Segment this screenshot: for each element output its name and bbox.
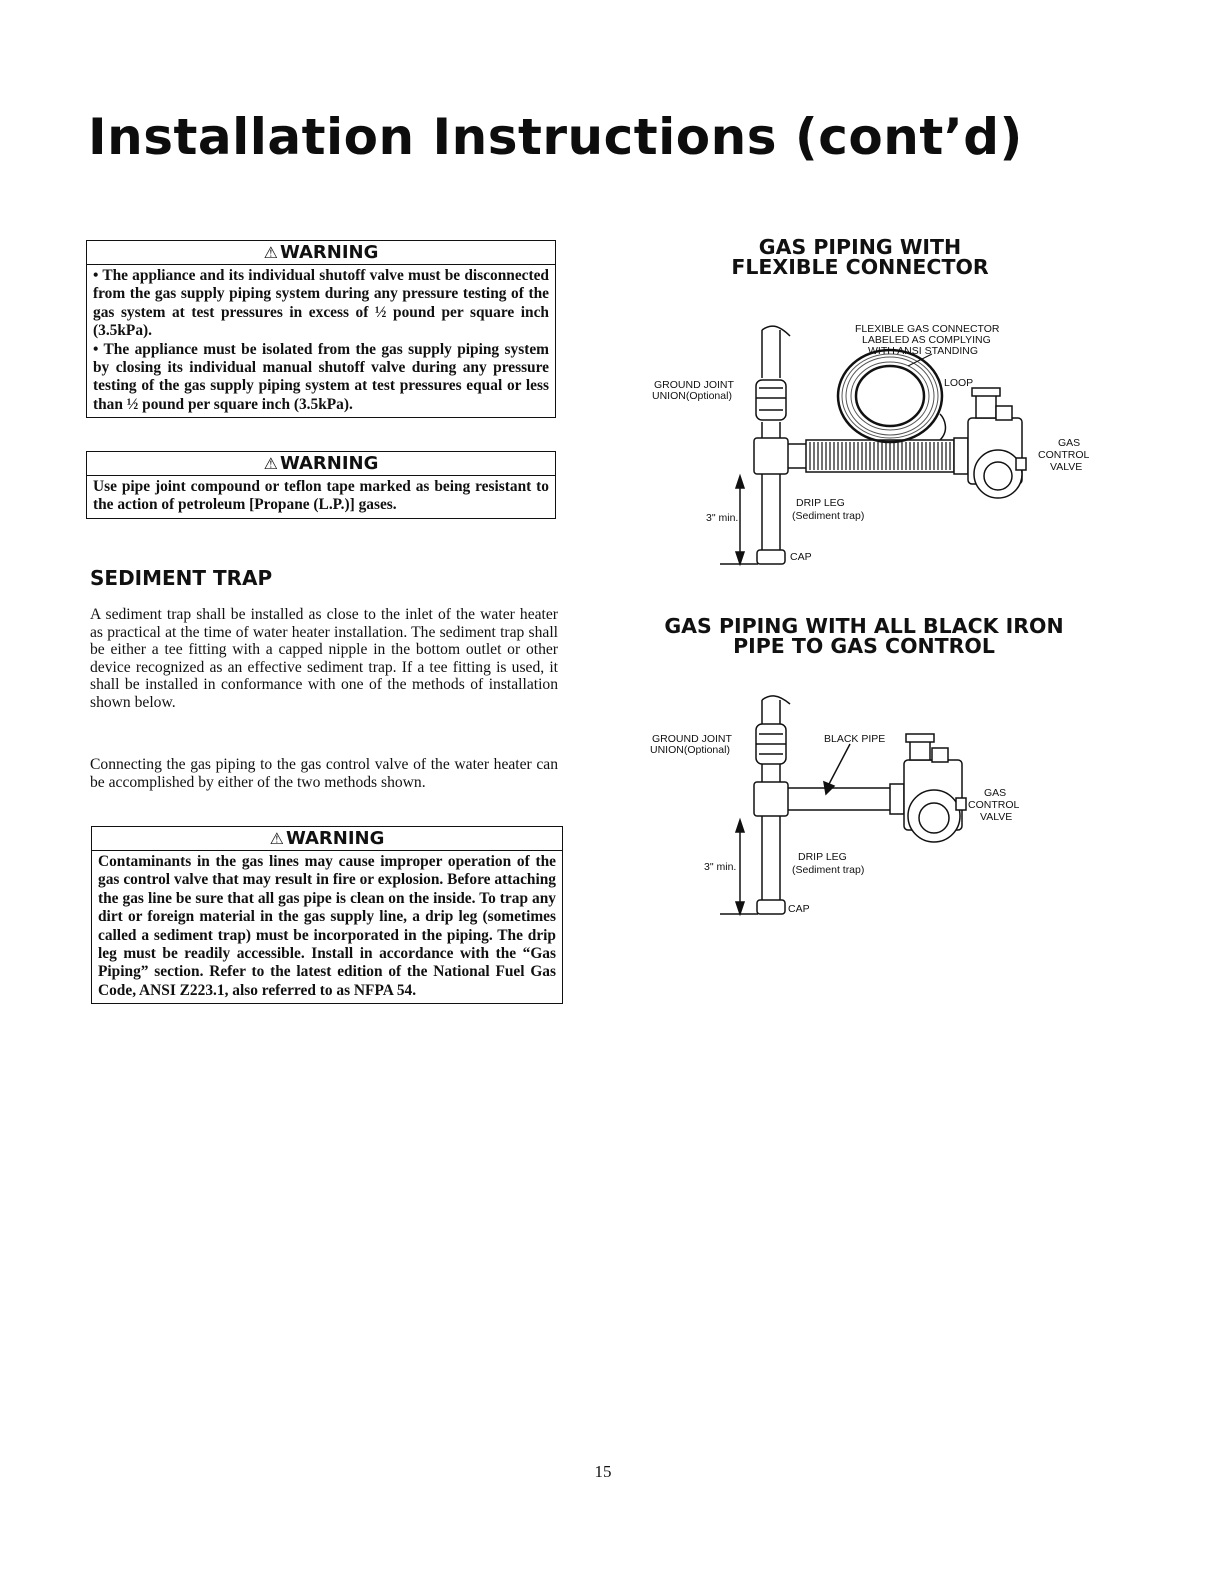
- gas-control-valve-label: GAS: [984, 787, 1007, 799]
- flexible-connector-label: WITH ANSI STANDING: [868, 345, 979, 357]
- ground-joint-label: GROUND JOINT: [654, 379, 734, 391]
- ground-joint-label: UNION(Optional): [650, 744, 730, 756]
- flexible-connector-label: FLEXIBLE GAS CONNECTOR: [855, 323, 1000, 335]
- drip-leg-label: DRIP LEG: [798, 851, 847, 863]
- warning-box-pressure-testing: [86, 240, 556, 418]
- ground-joint-label: UNION(Optional): [652, 390, 732, 402]
- warning-body: [87, 476, 555, 518]
- warning-heading: WARNING: [285, 828, 385, 849]
- flexible-connector-label: LABELED AS COMPLYING: [862, 334, 991, 346]
- cap-label: CAP: [788, 903, 810, 915]
- gas-control-valve-label: VALVE: [1050, 461, 1083, 473]
- sediment-trap-paragraph: A sediment trap shall be installed as close to the inlet of the water heater as practical at the time of water heater installation. The sediment trap shall be either a tee fitting with a capped nipple in the bottom outlet or other device recognized as an effective sediment trap. If a tee fitting is used, it shall be installed in conformance with one of the methods of installation shown below.: [90, 606, 558, 711]
- min-dimension-label: 3" min.: [706, 512, 739, 524]
- black-iron-pipe-diagram: [640, 690, 1070, 930]
- cap-label: CAP: [790, 551, 812, 563]
- warning-triangle-icon: ⚠: [263, 454, 278, 473]
- warning-triangle-icon: ⚠: [269, 829, 284, 848]
- ground-joint-label: GROUND JOINT: [652, 733, 732, 745]
- min-dimension-label: 3" min.: [704, 861, 737, 873]
- warning-bullet: • The appliance and its individual shutoff valve must be disconnected from the gas supply piping system during any pressure testing of the gas system at test pressures in excess of ½ pound per square inch (3.5kPa).: [93, 267, 549, 340]
- warning-header: [92, 827, 562, 851]
- warning-box-contaminants: [91, 826, 563, 1004]
- flexible-connector-diagram: [640, 318, 1110, 578]
- diagram-title-line: FLEXIBLE CONNECTOR: [731, 255, 989, 279]
- diagram-title-black-iron: [650, 616, 1078, 656]
- gas-control-valve-label: GAS: [1058, 437, 1081, 449]
- warning-box-pipe-compound: [86, 451, 556, 519]
- warning-text: Use pipe joint compound or teflon tape marked as being resistant to the action of petroleum [Propane (L.P.)] gases.: [93, 478, 549, 514]
- sediment-trap-heading: SEDIMENT TRAP: [90, 566, 273, 590]
- warning-body: [92, 851, 562, 1003]
- warning-body: [87, 265, 555, 417]
- warning-heading: WARNING: [279, 453, 379, 474]
- gas-control-valve-label: CONTROL: [1038, 449, 1090, 461]
- gas-control-valve-label: VALVE: [980, 811, 1013, 823]
- loop-label: LOOP: [944, 377, 974, 389]
- warning-bullet: • The appliance must be isolated from the gas supply piping system by closing its individual manual shutoff valve during any pressure testing of the gas supply piping system at test pressures equal or less than ½ pound per square inch (3.5kPa).: [93, 340, 549, 413]
- diagram-title-line: GAS PIPING WITH: [758, 235, 962, 259]
- warning-header: [87, 241, 555, 265]
- warning-text: Contaminants in the gas lines may cause improper operation of the gas control valve that may result in fire or explosion. Before attaching the gas line be sure that all gas pipe is clean on the inside. To trap any dirt or foreign material in the gas supply line, a drip leg (sometimes called a sediment trap) must be incorporated in the piping. The drip leg must be readily accessible. Install in accordance with the “Gas Piping” section. Refer to the latest edition of the National Fuel Gas Code, ANSI Z223.1, also referred to as NFPA 54.: [98, 853, 556, 999]
- gas-control-valve-label: CONTROL: [968, 799, 1020, 811]
- page-title: Installation Instructions (cont’d): [88, 108, 1023, 166]
- corrugation-lines: [810, 442, 950, 470]
- diagram-title-flexible: [690, 237, 1030, 277]
- page-number: 15: [594, 1462, 612, 1481]
- drip-leg-label: (Sediment trap): [792, 510, 865, 522]
- warning-triangle-icon: ⚠: [263, 243, 278, 262]
- warning-heading: WARNING: [279, 242, 379, 263]
- sediment-trap-paragraph: Connecting the gas piping to the gas control valve of the water heater can be accomplished by either of the two methods shown.: [90, 756, 558, 791]
- drip-leg-label: DRIP LEG: [796, 497, 845, 509]
- drip-leg-label: (Sediment trap): [792, 864, 865, 876]
- diagram-title-line: GAS PIPING WITH ALL BLACK IRON: [664, 614, 1064, 638]
- warning-header: [87, 452, 555, 476]
- diagram-title-line: PIPE TO GAS CONTROL: [733, 634, 995, 658]
- black-pipe-label: BLACK PIPE: [824, 733, 886, 745]
